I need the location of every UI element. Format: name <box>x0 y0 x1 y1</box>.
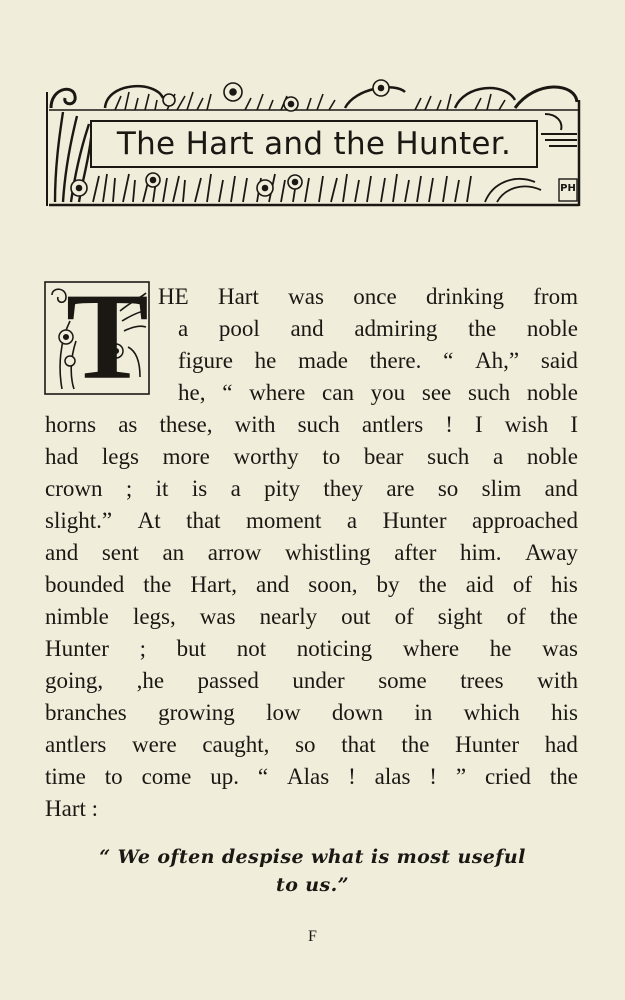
body-line-10 <box>45 569 578 601</box>
word: horns <box>45 412 97 437</box>
body-line-14 <box>45 697 578 729</box>
word: a <box>178 316 189 341</box>
body-line-9 <box>45 537 578 569</box>
word: such <box>427 444 470 469</box>
word: so <box>437 476 459 501</box>
word: and <box>290 316 324 341</box>
word: more <box>162 444 210 469</box>
word: Ah,” <box>475 348 520 373</box>
word: ! <box>429 764 437 789</box>
word: said <box>540 348 578 373</box>
word: the <box>468 316 497 341</box>
word: admiring <box>354 316 438 341</box>
word: legs <box>101 444 139 469</box>
word: of <box>512 572 533 597</box>
word: noticing <box>296 636 373 661</box>
word: his <box>551 700 578 725</box>
word: ,he <box>136 668 165 693</box>
word: that <box>341 732 376 757</box>
word: At <box>137 508 161 533</box>
word: out <box>341 604 371 629</box>
word: but <box>176 636 207 661</box>
body-line-12 <box>45 633 578 665</box>
word: from <box>533 284 578 309</box>
body-line-6 <box>45 441 578 473</box>
word: was <box>288 284 324 309</box>
word: “ <box>222 380 233 405</box>
word: the <box>418 572 447 597</box>
word: ; <box>125 476 133 501</box>
word: slim <box>481 476 522 501</box>
word: and <box>45 540 79 565</box>
word: see <box>421 380 452 405</box>
word: antlers <box>361 412 424 437</box>
word: nimble <box>45 604 109 629</box>
body-line-16 <box>45 761 578 793</box>
word: once <box>353 284 397 309</box>
word: in <box>414 700 433 725</box>
word: he <box>254 348 277 373</box>
word: under <box>292 668 345 693</box>
word: and <box>544 476 578 501</box>
word: so <box>295 732 316 757</box>
word: and <box>256 572 290 597</box>
word: pool <box>218 316 260 341</box>
word: ; <box>139 636 146 661</box>
drop-cap-ornament <box>44 268 150 405</box>
word: had <box>45 444 79 469</box>
word: ! <box>348 764 356 789</box>
word: he, <box>178 380 206 405</box>
word: noble <box>526 380 578 405</box>
word: Hunter <box>45 636 109 661</box>
word: that <box>186 508 221 533</box>
word: noble <box>526 444 578 469</box>
word: I <box>475 412 483 437</box>
word: can <box>322 380 354 405</box>
word: time <box>45 764 86 789</box>
word: where <box>402 636 460 661</box>
word: Alas <box>287 764 330 789</box>
body-line-1 <box>158 281 578 313</box>
word: sent <box>101 540 139 565</box>
word: bear <box>363 444 404 469</box>
title-plate <box>90 120 538 168</box>
word: approached <box>471 508 578 533</box>
page-title: The Hart and the Hunter. <box>116 126 512 162</box>
word: such <box>467 380 511 405</box>
word: which <box>463 700 520 725</box>
word: such <box>297 412 340 437</box>
word: the <box>143 572 172 597</box>
monogram-text: PH <box>560 183 576 194</box>
word: by <box>376 572 400 597</box>
word: bounded <box>45 572 125 597</box>
word: nearly <box>259 604 318 629</box>
word: low <box>266 700 301 725</box>
word: Away <box>525 540 578 565</box>
word: sight <box>437 604 483 629</box>
word: going, <box>45 668 104 693</box>
word: to <box>322 444 341 469</box>
word: are <box>386 476 415 501</box>
word: branches <box>45 700 127 725</box>
body-line-15 <box>45 729 578 761</box>
word: him. <box>459 540 502 565</box>
word: they <box>323 476 363 501</box>
signature-mark: F <box>308 928 317 945</box>
word: pity <box>264 476 300 501</box>
word: a <box>346 508 358 533</box>
word: worthy <box>233 444 299 469</box>
word: I <box>570 412 578 437</box>
word: “ <box>443 348 454 373</box>
word: drinking <box>426 284 504 309</box>
word: of <box>394 604 414 629</box>
word: some <box>378 668 427 693</box>
body-line-2 <box>178 313 578 345</box>
word: legs, <box>132 604 176 629</box>
word: growing <box>158 700 235 725</box>
word: with <box>537 668 578 693</box>
word: “ <box>257 764 269 789</box>
word: Hart, <box>190 572 238 597</box>
moral-line-1: “ We often despise what is most useful <box>99 846 526 868</box>
word: a <box>230 476 241 501</box>
body-line-7 <box>45 473 578 505</box>
moral-line-2: to us.” <box>276 874 349 896</box>
word: an <box>162 540 185 565</box>
body-line-17 <box>45 793 578 825</box>
drop-cap-letter: T <box>66 268 149 405</box>
word: a <box>492 444 504 469</box>
word: he <box>489 636 512 661</box>
body-text: Hart : <box>45 796 99 821</box>
word: arrow <box>207 540 262 565</box>
word: Hart <box>217 284 259 309</box>
body-line-5 <box>45 409 578 441</box>
word: the <box>549 764 578 789</box>
word: not <box>236 636 267 661</box>
word: there. <box>369 348 422 373</box>
word: come <box>141 764 192 789</box>
word: with <box>234 412 276 437</box>
word: HE <box>158 284 189 309</box>
word: the <box>549 604 578 629</box>
word: whistling <box>285 540 371 565</box>
body-line-8 <box>45 505 578 537</box>
word: aid <box>465 572 494 597</box>
word: moment <box>246 508 322 533</box>
word: were <box>131 732 177 757</box>
word: these, <box>159 412 213 437</box>
word: crown <box>45 476 103 501</box>
word: as <box>118 412 138 437</box>
word: down <box>331 700 384 725</box>
word: it <box>155 476 169 501</box>
word: trees <box>460 668 504 693</box>
word: antlers <box>45 732 107 757</box>
word: his <box>551 572 578 597</box>
body-line-4 <box>178 377 578 409</box>
word: you <box>370 380 406 405</box>
word: the <box>401 732 430 757</box>
word: figure <box>178 348 233 373</box>
word: alas <box>374 764 411 789</box>
body-line-13 <box>45 665 578 697</box>
word: of <box>506 604 526 629</box>
word: caught, <box>202 732 270 757</box>
word: is <box>191 476 208 501</box>
word: ! <box>445 412 453 437</box>
word: was <box>199 604 236 629</box>
word: after <box>394 540 437 565</box>
body-line-11 <box>45 601 578 633</box>
word: wish <box>504 412 549 437</box>
body-line-3 <box>178 345 578 377</box>
word: Hunter <box>382 508 447 533</box>
word: cried <box>484 764 531 789</box>
word: slight.” <box>45 508 113 533</box>
word: where <box>249 380 306 405</box>
word: passed <box>197 668 259 693</box>
word: ” <box>455 764 467 789</box>
word: Hunter <box>455 732 520 757</box>
word: noble <box>526 316 578 341</box>
word: made <box>298 348 348 373</box>
word: was <box>542 636 578 661</box>
word: up. <box>210 764 240 789</box>
word: soon, <box>308 572 358 597</box>
word: had <box>544 732 578 757</box>
word: to <box>104 764 123 789</box>
